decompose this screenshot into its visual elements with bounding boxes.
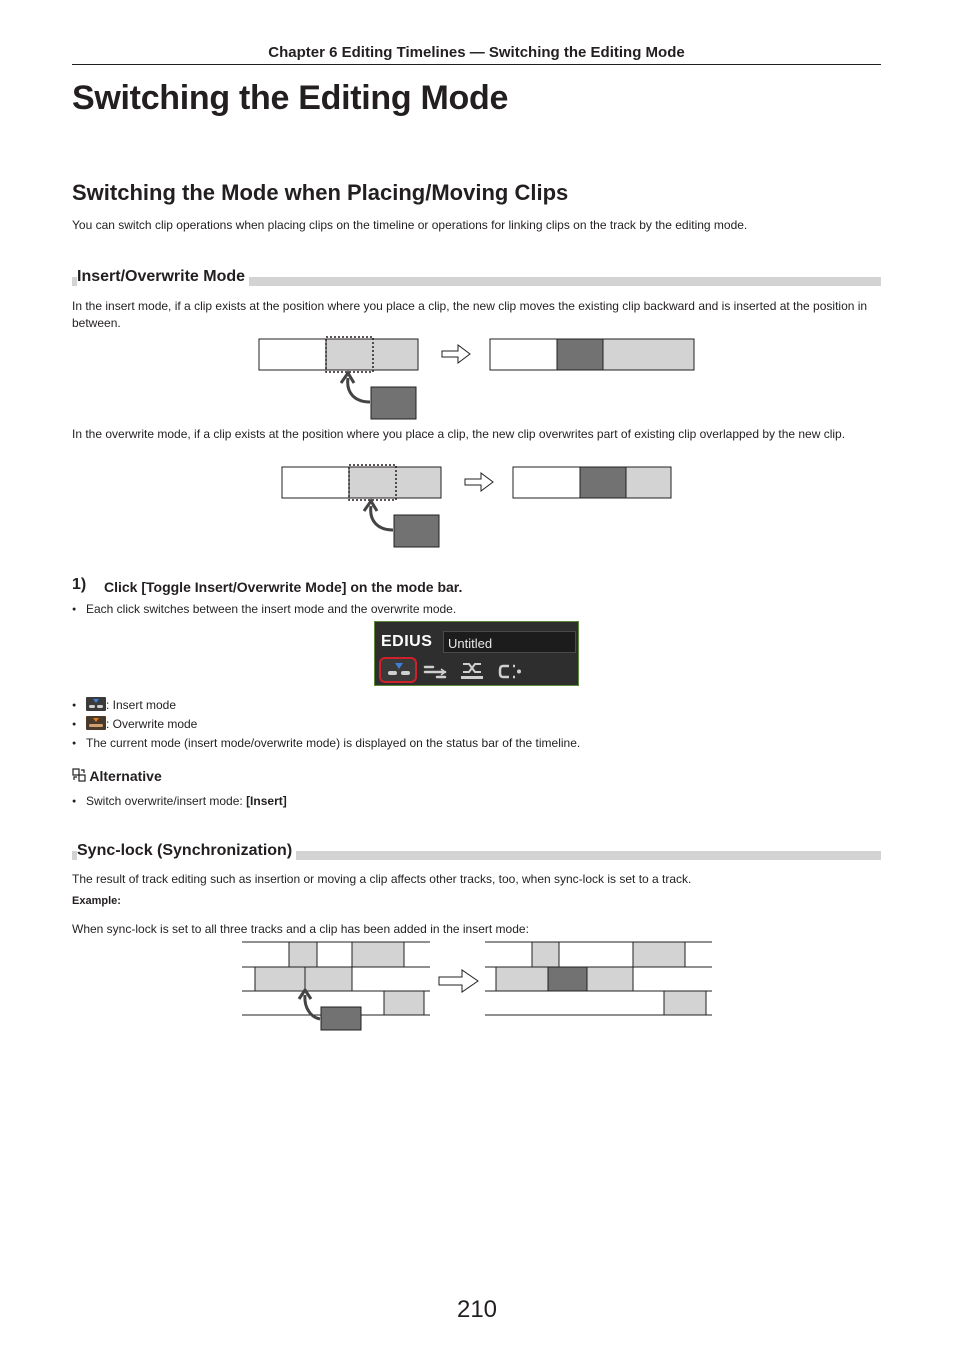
mode-bar-screenshot [374, 621, 579, 686]
insert-mode-note [72, 697, 886, 714]
step-bullet: ● Each click switches between the insert mode and the overwrite mode. [72, 601, 886, 618]
overwrite-diagram [281, 464, 681, 549]
alternative-title: Alternative [89, 768, 162, 784]
section-title: Switching the Mode when Placing/Moving Clips [72, 180, 569, 205]
section-intro: You can switch clip operations when placing clips on the timeline or operations for linking clips on the track by the editing mode. [72, 218, 748, 232]
alternative-item-text: Switch overwrite/insert mode: [86, 794, 247, 808]
example-label: Example: [72, 895, 121, 907]
sync-lock-icon[interactable] [459, 661, 485, 681]
example-text: When sync-lock is set to all three tracks and a clip has been added in the insert mode: [72, 922, 529, 936]
status-note: ● The current mode (insert mode/overwrite mode) is displayed on the status bar of the timeline. [72, 735, 886, 752]
step-number: 1) [72, 576, 87, 593]
insert-mode-icon [86, 697, 106, 711]
page-title: Switching the Editing Mode [72, 79, 509, 117]
insert-mode-label: : Insert mode [106, 698, 177, 712]
section-label: Insert/Overwrite Mode [77, 268, 249, 286]
alternative-heading [72, 768, 162, 784]
running-head: Chapter 6 Editing Timelines — Switching the Editing Mode [268, 44, 685, 61]
alternative-icon [72, 768, 86, 782]
insert-mode-icon [387, 662, 411, 678]
project-name: Untitled [448, 636, 493, 651]
synclock-diagram [242, 941, 714, 1033]
overwrite-mode-label: : Overwrite mode [106, 717, 198, 731]
toggle-insert-overwrite-button[interactable] [379, 657, 417, 683]
step-instruction: Click [Toggle Insert/Overwrite Mode] on the mode bar. [104, 579, 463, 595]
overwrite-mode-note [72, 716, 886, 733]
page-number: 210 [456, 1296, 498, 1323]
section-label: Sync-lock (Synchronization) [77, 842, 296, 860]
overwrite-mode-icon [86, 716, 106, 730]
alternative-item [72, 793, 886, 810]
header-rule [72, 64, 881, 65]
insert-key: [Insert] [246, 794, 287, 808]
insert-mode-paragraph: In the insert mode, if a clip exists at the position where you place a clip, the new clip moves the existing clip backward and is inserted at the position in between. [72, 299, 868, 330]
insert-overwrite-heading [72, 268, 881, 286]
overwrite-mode-paragraph: In the overwrite mode, if a clip exists at the position where you place a clip, the new clip overwrites part of existing clip overlapped by the new clip. [72, 427, 846, 441]
project-name-field [443, 631, 576, 653]
synclock-paragraph: The result of track editing such as insertion or moving a clip affects other tracks, too, when sync-lock is set to a track. [72, 872, 692, 886]
synclock-heading [72, 842, 881, 860]
edius-logo: EDIUS [381, 633, 433, 650]
insert-diagram [258, 336, 698, 421]
group-link-icon[interactable] [499, 663, 523, 681]
ripple-mode-icon[interactable] [423, 663, 449, 681]
